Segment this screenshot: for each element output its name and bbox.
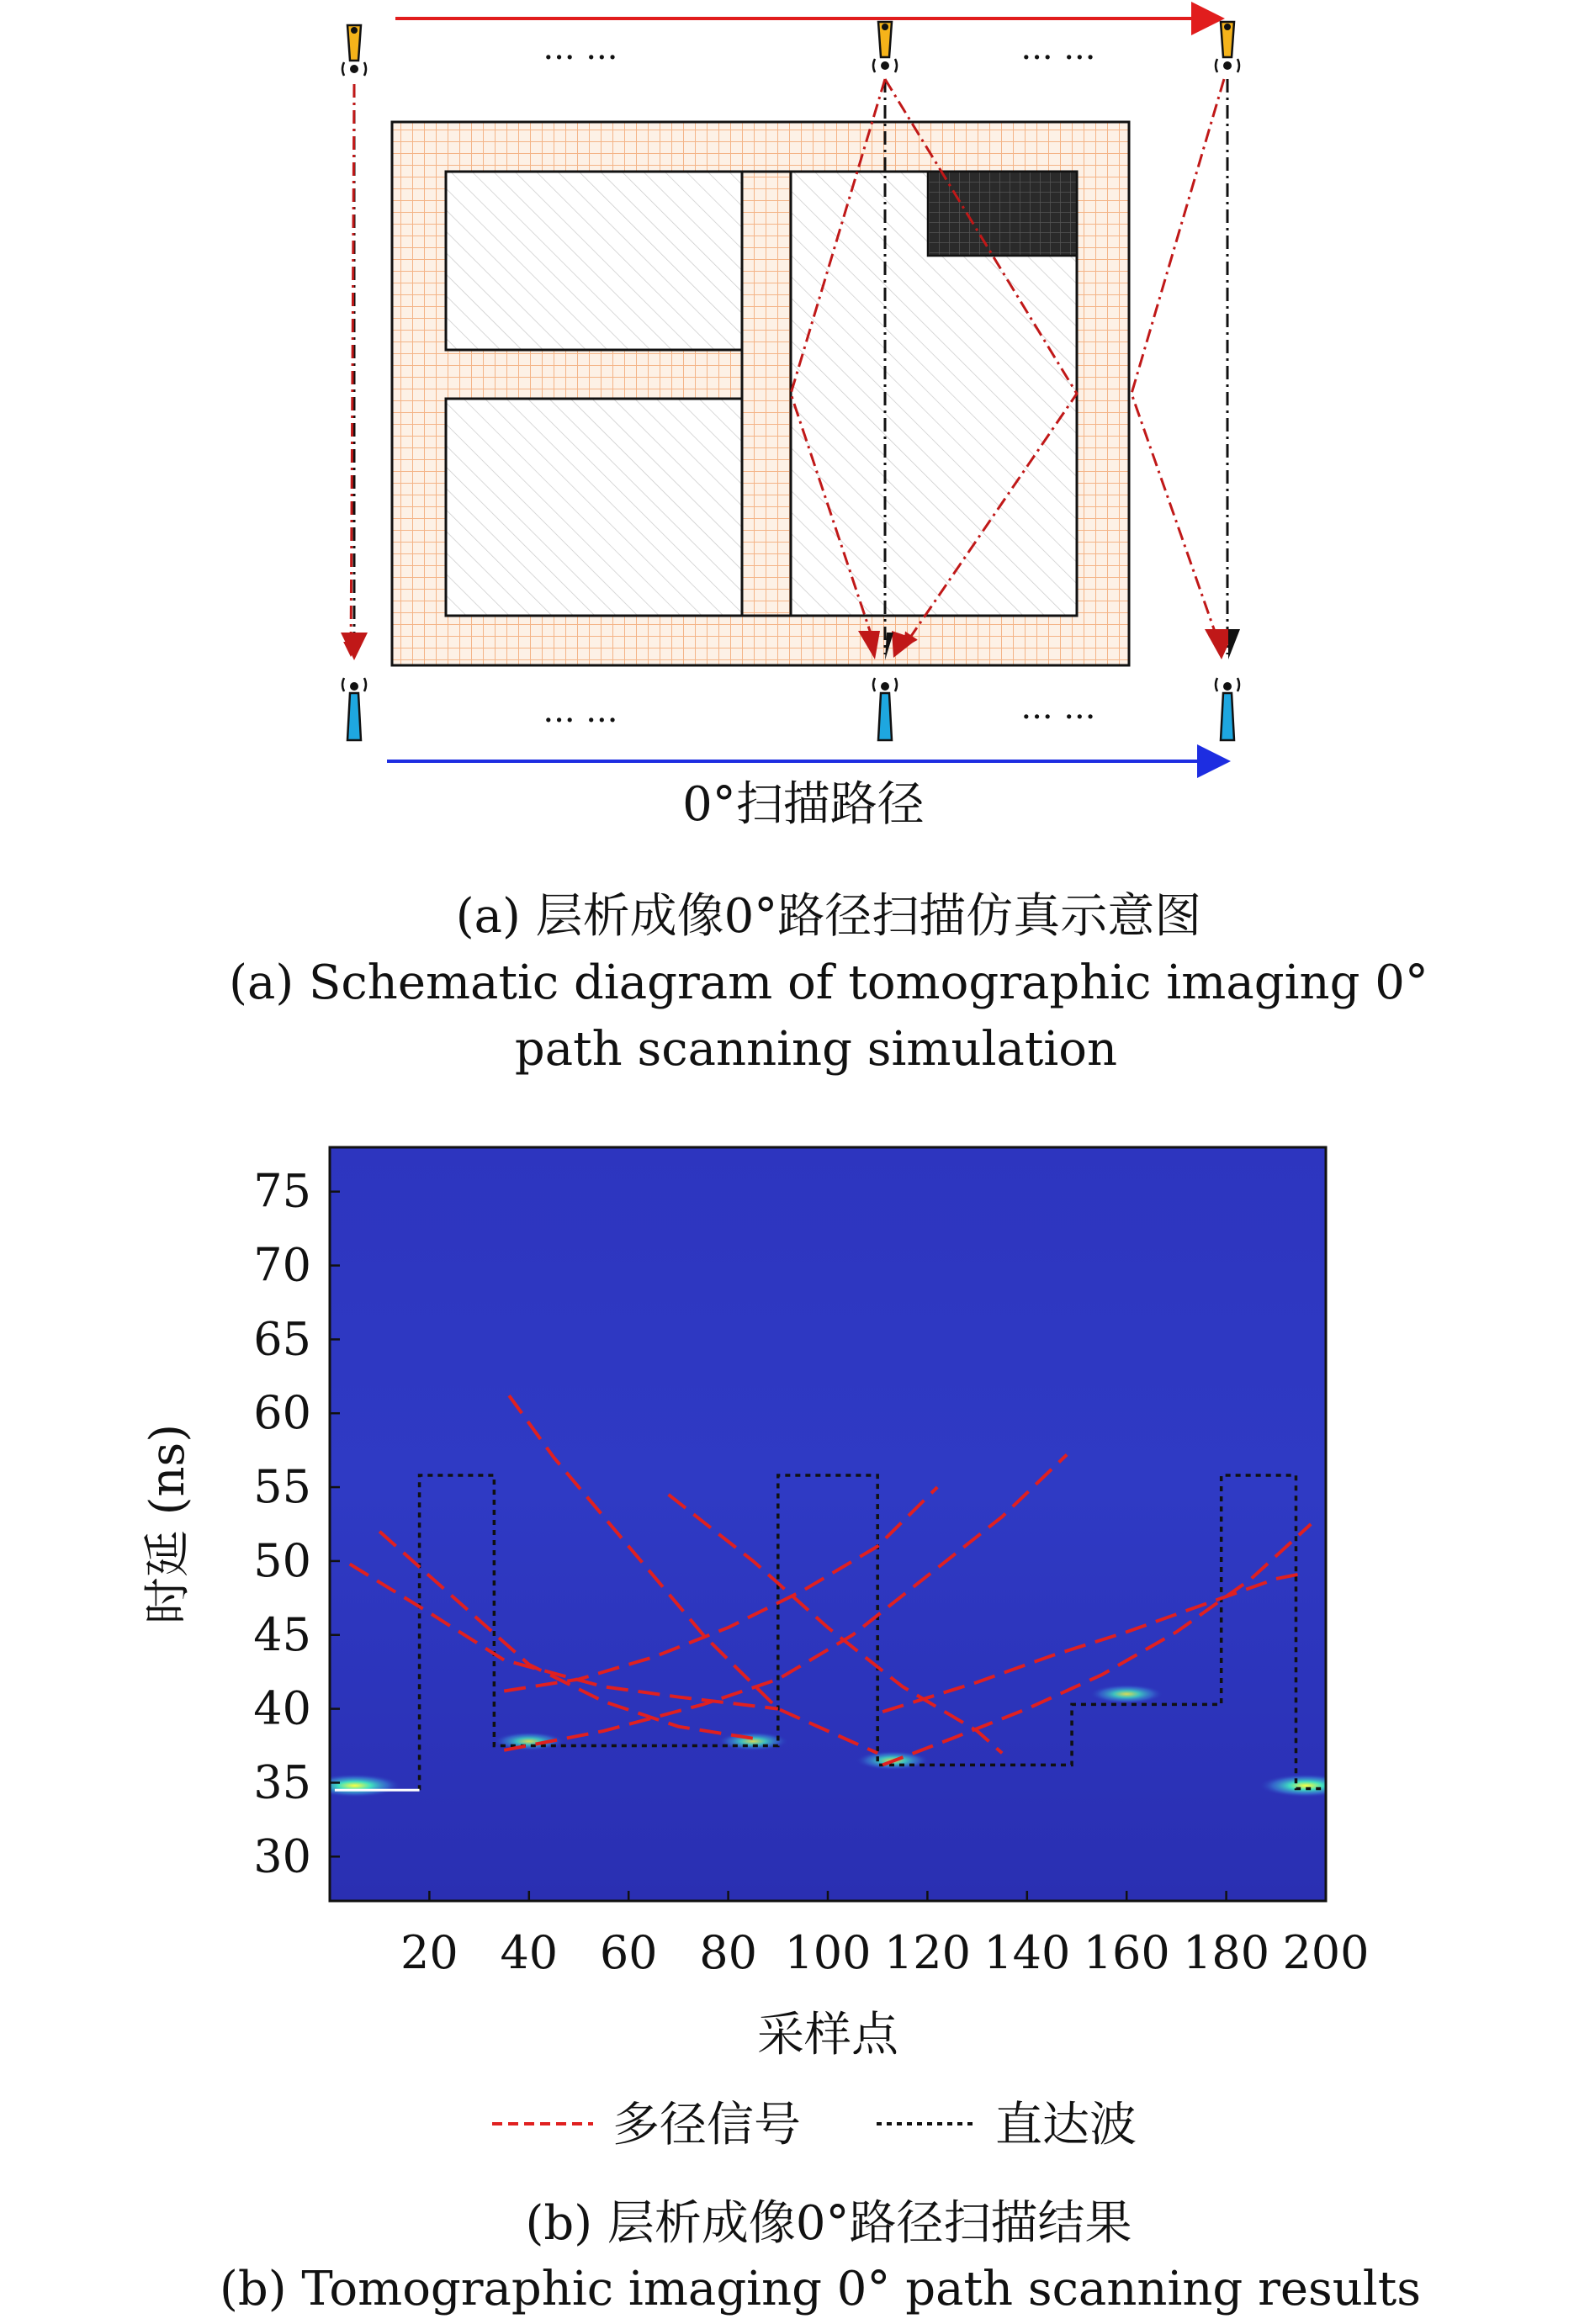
legend-direct-label: 直达波 bbox=[995, 2098, 1137, 2152]
x-tick-label: 40 bbox=[500, 1926, 559, 1979]
ellipsis-bottom-right: ··· ··· bbox=[1020, 698, 1096, 737]
caption-a-en-line2: path scanning simulation bbox=[514, 1022, 1118, 1077]
y-tick-label: 75 bbox=[253, 1164, 311, 1218]
x-tick-label: 100 bbox=[784, 1926, 872, 1979]
x-tick-label: 200 bbox=[1282, 1926, 1370, 1979]
tx-antenna-1 bbox=[342, 25, 366, 76]
caption-a-cn: (a) 层析成像0°路径扫描仿真示意图 bbox=[455, 889, 1202, 944]
y-tick-label: 30 bbox=[253, 1829, 311, 1883]
caption-a-en-line1: (a) Schematic diagram of tomographic imaging 0° bbox=[229, 956, 1428, 1010]
ellipsis-top-right: ··· ··· bbox=[1020, 39, 1096, 77]
x-tick-label: 80 bbox=[699, 1926, 757, 1979]
room-bottom-left bbox=[446, 399, 742, 616]
x-tick-label: 180 bbox=[1183, 1926, 1270, 1979]
legend bbox=[492, 2098, 1137, 2152]
y-tick-label: 60 bbox=[253, 1386, 311, 1440]
y-tick-label: 40 bbox=[253, 1681, 311, 1735]
y-tick-label: 45 bbox=[253, 1607, 311, 1661]
heat-hotspot-1 bbox=[308, 1774, 402, 1797]
heat-hotspot-6 bbox=[1089, 1684, 1163, 1703]
legend-multipath-label: 多径信号 bbox=[612, 2098, 801, 2152]
y-tick-label: 70 bbox=[253, 1238, 311, 1292]
caption-b-cn: (b) 层析成像0°路径扫描结果 bbox=[525, 2196, 1132, 2251]
x-axis-label: 采样点 bbox=[757, 2008, 898, 2062]
ellipsis-top-left: ··· ··· bbox=[543, 39, 618, 77]
ellipsis-bottom-left: ··· ··· bbox=[543, 701, 618, 740]
heat-hotspot-2 bbox=[1259, 1774, 1353, 1797]
tx-antenna-2 bbox=[873, 22, 897, 72]
rx-antenna-3 bbox=[1216, 678, 1239, 740]
x-tick-label: 20 bbox=[400, 1926, 458, 1979]
x-tick-label: 120 bbox=[883, 1926, 971, 1979]
rx-antenna-1 bbox=[342, 678, 366, 740]
room-top-left bbox=[446, 172, 742, 350]
x-tick-label: 140 bbox=[983, 1926, 1071, 1979]
scan-path-label: 0°扫描路径 bbox=[682, 777, 925, 832]
y-tick-label: 35 bbox=[253, 1755, 311, 1809]
y-axis-label: 时延 (ns) bbox=[140, 1423, 195, 1625]
y-tick-label: 55 bbox=[253, 1460, 311, 1514]
x-tick-label: 160 bbox=[1083, 1926, 1170, 1979]
heat-hotspot-4 bbox=[718, 1732, 789, 1751]
y-tick-label: 65 bbox=[253, 1312, 311, 1366]
plot-background bbox=[330, 1147, 1326, 1901]
tx-antenna-3 bbox=[1216, 22, 1239, 72]
panel-a-diagram bbox=[341, 19, 1240, 832]
rx-antenna-2 bbox=[873, 678, 897, 740]
x-tick-label: 60 bbox=[599, 1926, 658, 1979]
caption-b-en: (b) Tomographic imaging 0° path scanning results bbox=[220, 2262, 1421, 2316]
panel-b-chart bbox=[140, 1147, 1370, 2152]
inner-wall-vertical bbox=[742, 172, 791, 616]
y-tick-label: 50 bbox=[253, 1533, 311, 1587]
